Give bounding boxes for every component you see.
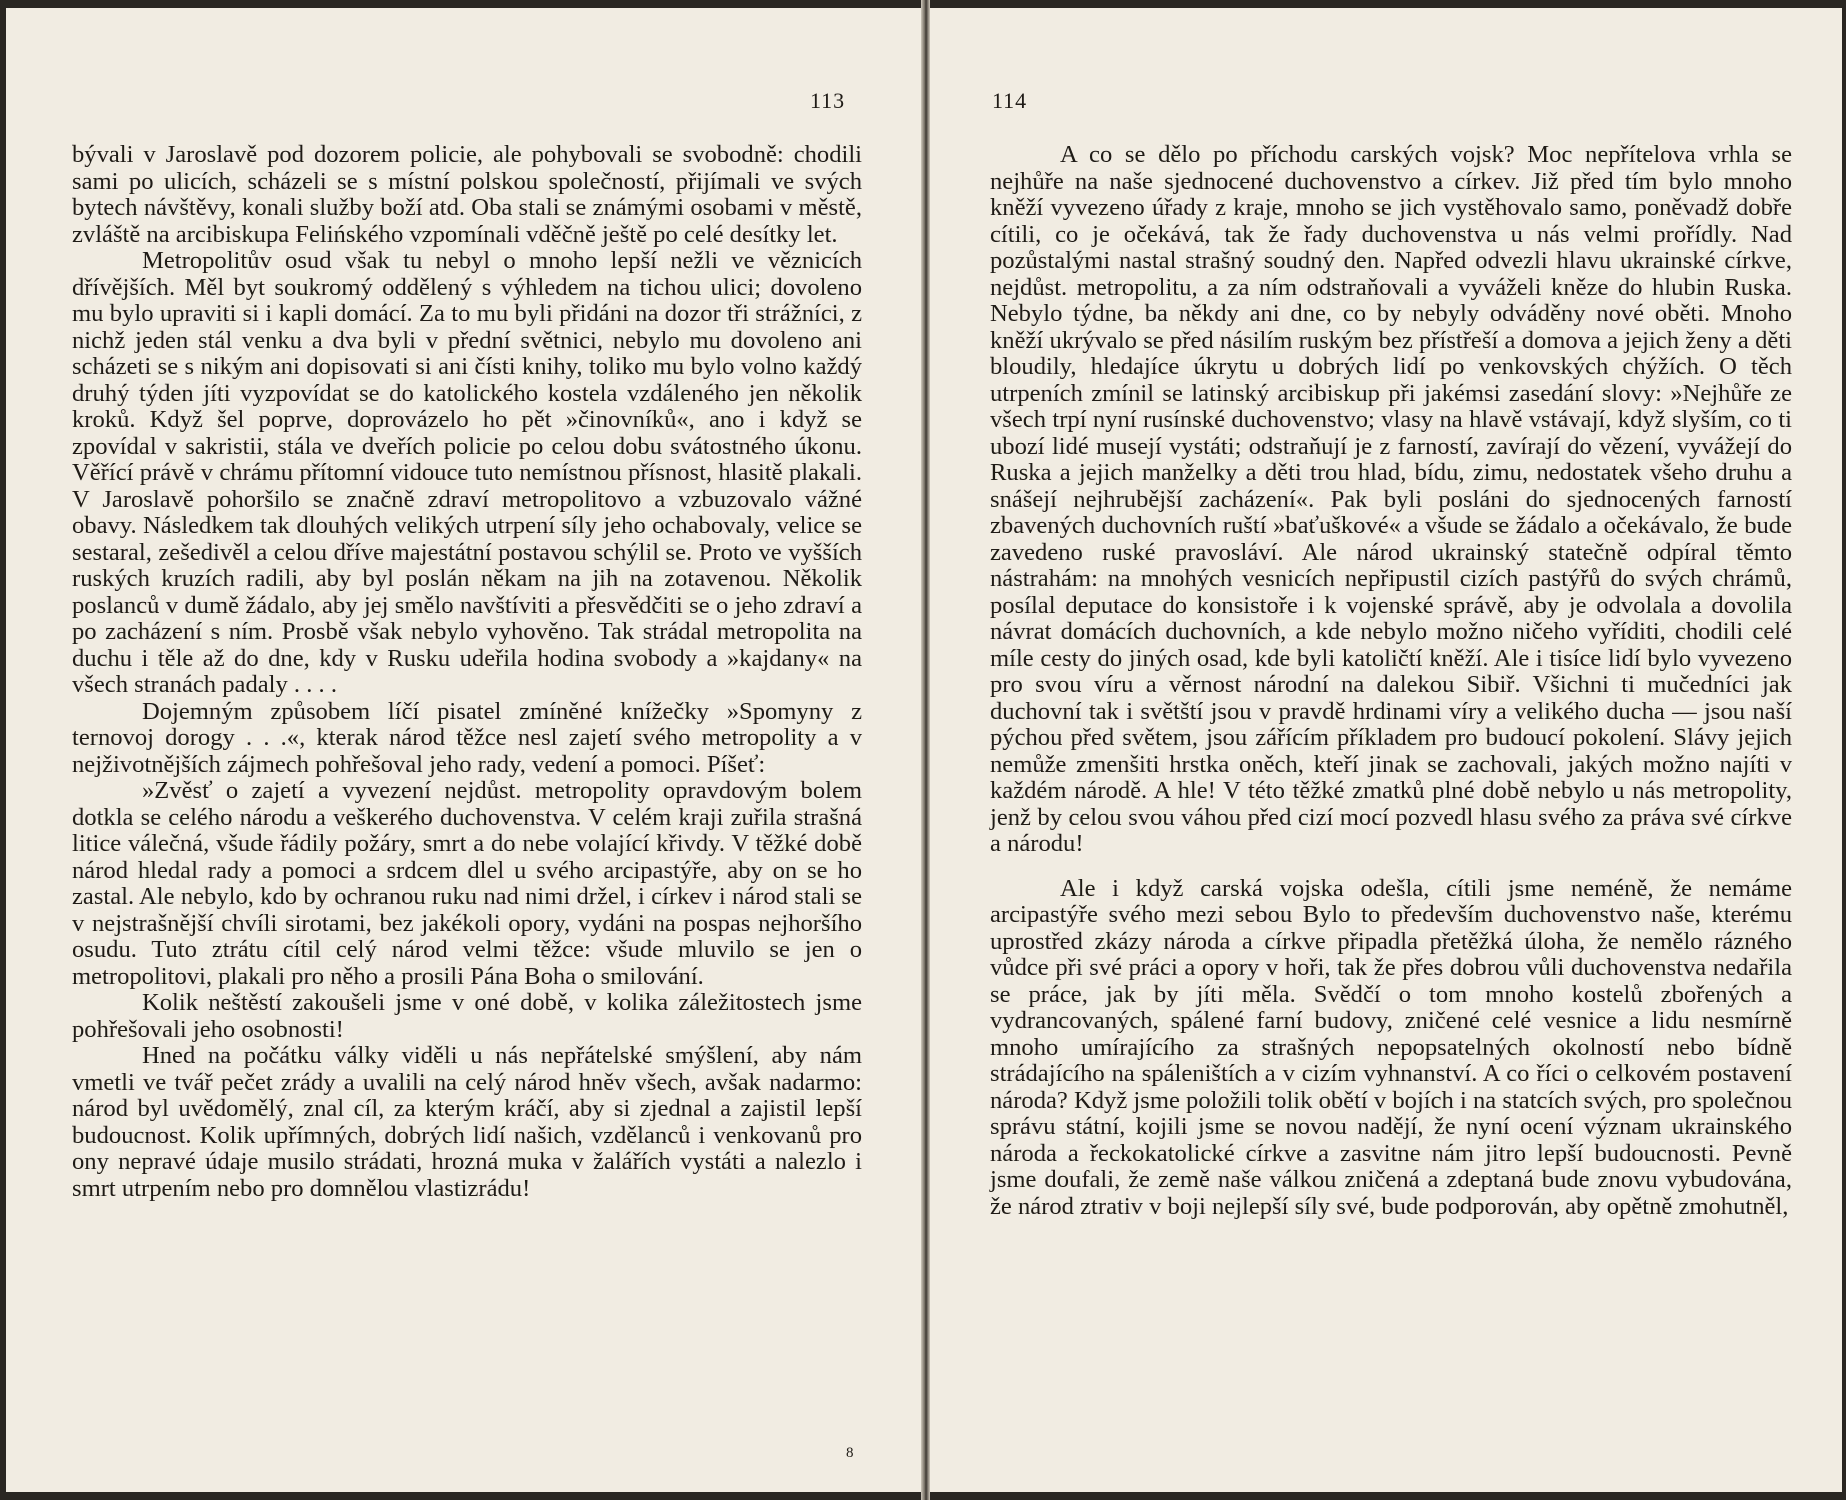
page-body	[72, 142, 862, 1202]
paragraph: bývali v Jaroslavě pod dozorem policie, ale pohybovali se svobodně: chodili sami po ulicích, scházeli se s místní polskou společností, přijímali ve svých bytech návštěvy, konali služby boží atd. Oba stali se známými osobami v městě, zvláště na arcibiskupa Felińského vzpomínali vděčně ještě po celé desítky let.	[72, 141, 862, 248]
page-number: 114	[992, 88, 1028, 113]
paragraph: Kolik neštěstí zakoušeli jsme v oné době, v kolika záležitostech jsme pohřešovali jeho osobnosti!	[72, 989, 862, 1043]
paragraph: Hned na počátku války viděli u nás nepřátelské smýšlení, aby nám vmetli ve tvář pečet zrády a uvalili na celý národ hněv všech, avšak nadarmo: národ byl uvědomělý, znal cíl, za kterým kráčí, aby si zjednal a zajistil lepší budoucnost. Kolik upřímných, dobrých lidí našich, vzdělanců i venkovanů pro ony nepravé údaje musilo strádati, hrozná muka v žalářích vystáti a nalezlo i smrt utrpením nebo pro domnělou vlastizrádu!	[72, 1042, 862, 1202]
signature-mark: 8	[846, 1445, 854, 1461]
page-number: 113	[810, 88, 846, 113]
paragraph: A co se dělo po příchodu carských vojsk? Moc nepřítelova vrhla se nejhůře na naše sjednocené duchovenstvo a církev. Již před tím bylo mnoho kněží vyvezeno úřady z kraje, mnoho se jich vystěhovalo samo, poněvadž dobře cítili, co je očekává, tak že řady duchovenstva u nás velmi prořídly. Nad pozůstalými nastal strašný soudný den. Napřed odvezli hlavu ukrainské církve, nejdůst. metropolitu, a za ním odstraňovali a vyváželi kněze do hlubin Ruska. Nebylo týdne, ba někdy ani dne, co by nebyly odváděny nové oběti. Mnoho kněží ukrývalo se před násilím ruským bez přístřeší a domova a jejich ženy a děti bloudily, hledajíce úkrytu u dobrých lidí po venkovských chýžích. O těch utrpeních zmínil se latinský arcibiskup při jakémsi zasedání slovy: »Nejhůře ze všech trpí nyní rusínské duchovenstvo; vlasy na hlavě vstávají, když slyším, co ti ubozí lidé musejí vystáti; odstraňují je z farností, zavírají do vězení, vyvážejí do Ruska a jejich manželky a děti trou hlad, bídu, zimu, nedostatek všeho druhu a snášejí nejhrubější zacházení«. Pak byli posláni do sjednocených farností zbavených duchovních ruští »baťuškové« a všude se žádalo a očekávalo, že bude zavedeno ruské pravosláví. Ale národ ukrainský statečně odpíral těmto nástrahám: na mnohých vesnicích nepřipustil cizích pastýřů do svých chrámů, posílal deputace do konsistoře i k vojenské správě, aby je odvolala a dovolila návrat domácích duchovních, a kde nebylo možno ničeho vyříditi, chodili celé míle cesty do jiných osad, kde byli katoličtí kněží. Ale i tisíce lidí bylo vyvezeno pro svou víru a věrnost národní na dalekou Sibiř. Všichni ti mučedníci jak duchovní tak i světští jsou v pravdě hrdinami víry a velikého ducha — jsou naší pýchou před světem, jsou zářícím příkladem pro budoucí pokolení. Slávy jejich nemůže zmenšiti hrstka oněch, kteří jinak se zachovali, jakých možno najíti v každém národě. A hle! V této těžké zmatků plné době nebylo u nás metropolity, jenž by celou svou váhou před cizí mocí pozvedl hlasu svého za práva své církve a národu!	[990, 141, 1792, 857]
book-gutter	[921, 0, 930, 1500]
page-body	[990, 142, 1792, 1220]
paragraph: Ale i když carská vojska odešla, cítili jsme neméně, že nemáme arcipastýře svého mezi sebou Bylo to především duchovenstvo naše, kterému uprostřed zkázy národa a církve připadla přetěžká úloha, že nemělo rázného vůdce při své práci a opory v hoři, tak že přes dobrou vůli duchovenstva nedařila se práce, jak by jíti měla. Svědčí o tom mnoho kostelů zbořených a vydrancovaných, spálené farní budovy, zničené celé vesnice a lidu nesmírně mnoho umírajícího za strašných nepopsatelných okolností nebo bídně strádajícího na spáleništích a v cizím vyhnanství. A co říci o celkovém postavení národa? Když jsme položili tolik obětí v bojích i na statcích svých, pro společnou správu státní, kojili jsme se novou nadějí, že nyní ocení význam ukrainského národa a řeckokatolické církve a zasvitne nám jitro lepší budoucnosti. Pevně jsme doufali, že země naše válkou zničená a zdeptaná bude znovu vybudována, že národ ztrativ v boji nejlepší síly své, bude podporován, aby opětně zmohutněl,	[990, 874, 1792, 1220]
right-page	[930, 8, 1842, 1492]
left-page	[6, 8, 921, 1492]
quoted-paragraph: »Zvěsť o zajetí a vyvezení nejdůst. metropolity opravdovým bolem dotkla se celého národu a veškerého duchovenstva. V celém kraji zuřila strašná litice válečná, všude řádily požáry, smrt a do nebe volající křivdy. V těžké době národ hledal rady a pomoci a srdcem dlel u svého arcipastýře, aby on se ho zastal. Ale nebylo, kdo by ochranou ruku nad nimi držel, i církev i národ stali se v nejstrašnější chvíli sirotami, bez jakékoli opory, vydáni na pospas nejhoršího osudu. Tuto ztrátu cítil celý národ velmi těžce: všude mluvilo se jen o metropolitovi, plakali pro něho a prosili Pána Boha o smilování.	[72, 777, 862, 990]
paragraph: Metropolitův osud však tu nebyl o mnoho lepší nežli ve věznicích dřívějších. Měl byt soukromý oddělený s výhledem na tichou ulici; dovoleno mu bylo upraviti si i kapli domácí. Za to mu byli přidáni na dozor tři strážníci, z nichž jeden stál venku a dva byli v přední světnici, nebylo mu dovoleno ani scházeti se s nikým ani dopisovati si ani čísti knihy, toliko mu bylo volno každý druhý týden jíti vyzpovídat se do katolického kostela vzdáleného jen několik kroků. Když šel poprve, doprovázelo ho pět »činovníků«, ano i když se zpovídal v sakristii, stála ve dveřích policie po celou dobu svátostného úkonu. Věřící právě v chrámu přítomní vidouce tuto nemístnou přísnost, hlasitě plakali. V Jaroslavě pohoršilo se značně zdraví metropolitovo a vzbuzovalo vážné obavy. Následkem tak dlouhých velikých utrpení síly jeho ochabovaly, velice se sestaral, zešedivěl a celou dříve majestátní postavou schýlil se. Proto ve vyšších ruských kruzích radili, aby byl poslán někam na jih na zotavenou. Několik poslanců v dumě žádalo, aby jej smělo navštíviti a přesvědčiti se o jeho zdraví a po zacházení s ním. Prosbě však nebylo vyhověno. Tak strádal metropolita na duchu i těle až do dne, kdy v Rusku udeřila hodina svobody a »kajdany« na všech stranách padaly . . . .	[72, 247, 862, 698]
paragraph: Dojemným způsobem líčí pisatel zmíněné knížečky »Spomyny z ternovoj dorogy . . .«, kterak národ těžce nesl zajetí svého metropolity a v nejživotnějších zájmech pohřešoval jeho rady, vedení a pomoci. Píšeť:	[72, 697, 862, 778]
